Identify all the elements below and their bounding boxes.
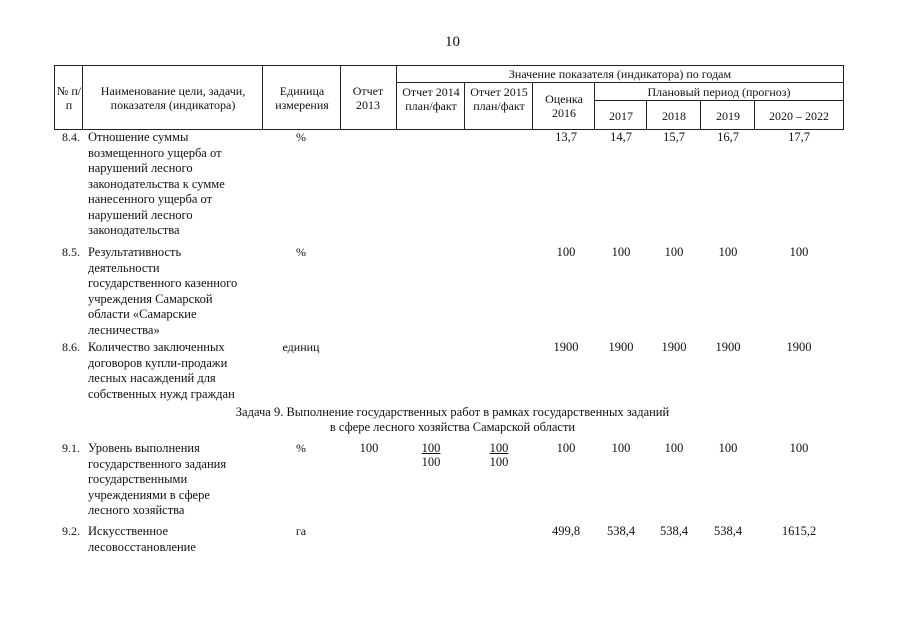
row-value-2020-2022: 17,7 xyxy=(788,130,810,144)
row-value-2017: 538,4 xyxy=(606,524,636,538)
row-estimate-2016: 100 xyxy=(556,245,576,259)
row-unit: % xyxy=(296,441,306,455)
row-unit: единиц xyxy=(282,340,320,354)
row-value-2018: 15,7 xyxy=(663,130,685,144)
row-number: 8.4. xyxy=(62,130,80,144)
header-year-2020-2022: 2020 – 2022 xyxy=(769,109,829,123)
row-number: 9.1. xyxy=(62,441,80,455)
row-estimate-2016: 499,8 xyxy=(551,524,581,538)
row-unit: га xyxy=(295,524,307,538)
header-group-title: Значение показателя (индикатора) по годам xyxy=(508,67,732,81)
row-value-2020-2022: 100 xyxy=(789,245,809,259)
fact-value: 100 xyxy=(489,455,509,469)
header-unit: Единица измерения xyxy=(275,84,329,112)
row-estimate-2016: 100 xyxy=(556,441,576,455)
row-unit: % xyxy=(296,245,306,259)
row-unit: % xyxy=(296,130,306,144)
row-estimate-2016: 1900 xyxy=(553,340,579,354)
row-value-2019: 538,4 xyxy=(713,524,743,538)
header-year-2018: 2018 xyxy=(662,109,686,123)
row-value-2020-2022: 1900 xyxy=(786,340,812,354)
row-number: 8.6. xyxy=(62,340,80,354)
plan-value: 100 xyxy=(489,441,509,455)
row-value-2019: 100 xyxy=(718,245,738,259)
row-report-2015-plan-fact xyxy=(468,441,530,469)
header-year-2019: 2019 xyxy=(716,109,740,123)
row-name: Результативность деятельности государственного казенного учреждения Самарской области «Самарские лесничества» xyxy=(88,245,238,337)
row-value-2017: 14,7 xyxy=(610,130,632,144)
row-name: Уровень выполнения государственного задания государственными учреждениями в сфере лесного хозяйства xyxy=(88,441,227,517)
row-value-2017: 100 xyxy=(611,441,631,455)
task9-line1: Задача 9. Выполнение государственных работ в рамках государственных заданий xyxy=(235,405,670,419)
row-value-2017: 1900 xyxy=(608,340,634,354)
row-name: Отношение суммы возмещенного ущерба от нарушений лесного законодательства к сумме нанесенного ущерба от нарушений лесного законодательства xyxy=(88,130,225,237)
row-name: Искусственное лесовосстановление xyxy=(88,524,196,554)
plan-value: 100 xyxy=(421,441,441,455)
row-value-2018: 100 xyxy=(664,441,684,455)
page-number: 10 xyxy=(445,34,460,50)
header-estimate-2016: Оценка 2016 xyxy=(545,92,583,120)
row-value-2020-2022: 100 xyxy=(789,441,809,455)
row-value-2019: 1900 xyxy=(715,340,741,354)
row-value-2020-2022: 1615,2 xyxy=(781,524,817,538)
fact-value: 100 xyxy=(421,455,441,469)
row-name: Количество заключенных договоров купли-продажи лесных насаждений для собственных нужд граждан xyxy=(88,340,235,401)
header-name: Наименование цели, задачи, показателя (индикатора) xyxy=(100,84,246,112)
row-value-2018: 538,4 xyxy=(659,524,689,538)
header-planned-period: Плановый период (прогноз) xyxy=(647,85,791,99)
header-no: № п/п xyxy=(56,84,82,112)
task9-line2: в сфере лесного хозяйства Самарской области xyxy=(329,420,576,434)
row-value-2017: 100 xyxy=(611,245,631,259)
row-report-2013: 100 xyxy=(359,441,379,455)
row-report-2014-plan-fact xyxy=(400,441,462,469)
header-year-2017: 2017 xyxy=(609,109,633,123)
row-estimate-2016: 13,7 xyxy=(555,130,577,144)
row-value-2018: 100 xyxy=(664,245,684,259)
row-number: 9.2. xyxy=(62,524,80,538)
header-report-2014: Отчет 2014 план/факт xyxy=(402,85,460,113)
header-report-2013: Отчет 2013 xyxy=(352,84,384,112)
row-value-2019: 100 xyxy=(718,441,738,455)
row-value-2018: 1900 xyxy=(661,340,687,354)
header-report-2015: Отчет 2015 план/факт xyxy=(470,85,528,113)
row-number: 8.5. xyxy=(62,245,80,259)
row-value-2019: 16,7 xyxy=(717,130,739,144)
